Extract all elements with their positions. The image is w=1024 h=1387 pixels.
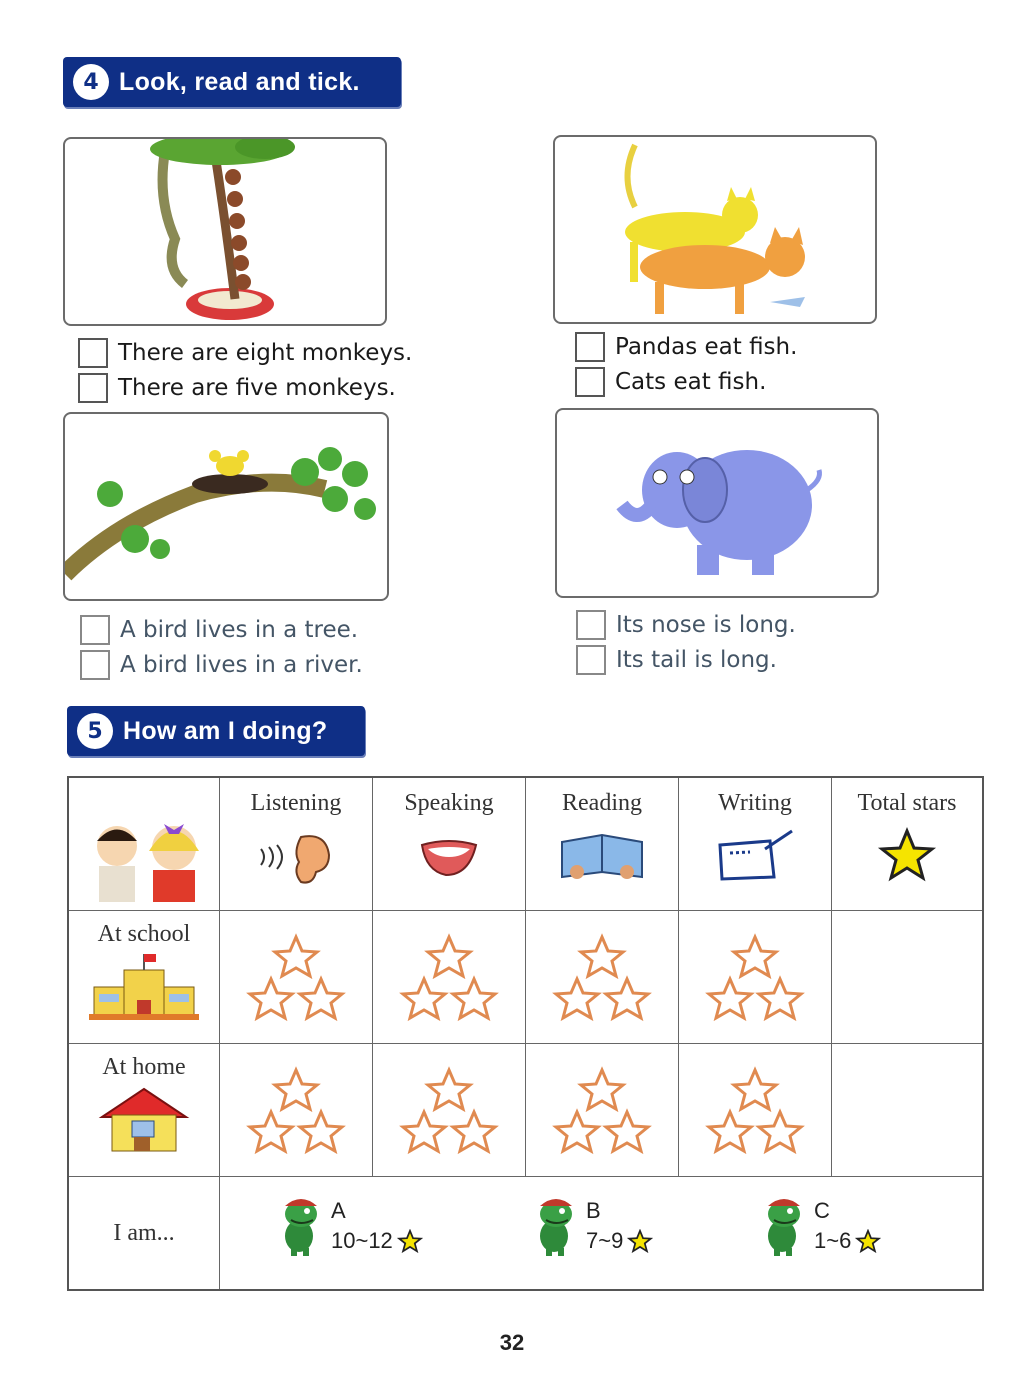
dinosaur-icon — [760, 1196, 808, 1256]
bird-branch-picture — [63, 412, 389, 601]
total-home[interactable] — [832, 1044, 984, 1177]
checkbox[interactable] — [78, 338, 108, 368]
stars-home-speaking[interactable] — [373, 1044, 526, 1177]
level-letter: C — [814, 1198, 830, 1223]
checkbox[interactable] — [576, 645, 606, 675]
row-at-school — [68, 911, 220, 1044]
section-number: 5 — [77, 713, 113, 749]
column-header: Speaking — [404, 790, 494, 816]
rating-stars[interactable] — [399, 933, 499, 1023]
column-header: Reading — [562, 790, 642, 816]
column-total-stars — [832, 777, 984, 911]
level-c[interactable] — [760, 1196, 881, 1256]
checkbox[interactable] — [80, 615, 110, 645]
option-label: Cats eat fish. — [615, 369, 767, 395]
level-b[interactable] — [532, 1196, 653, 1256]
option-nose-long[interactable] — [576, 610, 796, 640]
cats-picture — [553, 135, 877, 324]
row-header: At school — [97, 921, 191, 947]
checkbox[interactable] — [576, 610, 606, 640]
dinosaur-icon — [277, 1196, 325, 1256]
stars-home-listening[interactable] — [220, 1044, 373, 1177]
column-header: Listening — [250, 790, 342, 816]
house-icon — [94, 1085, 194, 1155]
column-speaking — [373, 777, 526, 911]
checkbox[interactable] — [575, 367, 605, 397]
option-tail-long[interactable] — [576, 645, 777, 675]
option-label: A bird lives in a river. — [120, 652, 363, 678]
option-label: Its tail is long. — [616, 647, 777, 673]
section-5-header — [67, 706, 365, 756]
book-icon — [557, 827, 647, 887]
stars-school-listening[interactable] — [220, 911, 373, 1044]
rating-stars[interactable] — [246, 1066, 346, 1156]
option-label: Pandas eat fish. — [615, 334, 798, 360]
stars-home-reading[interactable] — [526, 1044, 679, 1177]
rating-stars[interactable] — [705, 1066, 805, 1156]
row-header: At home — [102, 1054, 186, 1080]
rating-stars[interactable] — [552, 1066, 652, 1156]
column-listening — [220, 777, 373, 911]
option-label: A bird lives in a tree. — [120, 617, 359, 643]
section-title: Look, read and tick. — [119, 67, 360, 96]
level-range: 1~6 — [814, 1228, 852, 1253]
dinosaur-icon — [532, 1196, 580, 1256]
level-letter: A — [331, 1198, 346, 1223]
section-title: How am I doing? — [123, 716, 328, 745]
rating-stars[interactable] — [246, 933, 346, 1023]
children-picture — [79, 806, 209, 906]
mouth-icon — [414, 827, 484, 887]
stars-school-speaking[interactable] — [373, 911, 526, 1044]
option-label: There are eight monkeys. — [118, 340, 413, 366]
stars-home-writing[interactable] — [679, 1044, 832, 1177]
option-label: Its nose is long. — [616, 612, 796, 638]
total-school[interactable] — [832, 911, 984, 1044]
level-letter: B — [586, 1198, 601, 1223]
level-a[interactable] — [277, 1196, 423, 1256]
level-range: 10~12 — [331, 1228, 393, 1253]
option-cats-eat-fish[interactable] — [575, 367, 766, 397]
section-4-header — [63, 57, 401, 107]
elephant-picture — [555, 408, 879, 598]
star-icon — [877, 827, 937, 882]
row-at-home — [68, 1044, 220, 1177]
row-header: I am... — [113, 1219, 175, 1246]
row-i-am — [68, 1177, 220, 1291]
monkeys-tree-picture — [63, 137, 387, 326]
option-label: There are five monkeys. — [118, 375, 396, 401]
star-icon — [627, 1229, 653, 1253]
checkbox[interactable] — [575, 332, 605, 362]
option-pandas-eat-fish[interactable] — [575, 332, 797, 362]
column-header: Total stars — [857, 790, 957, 816]
option-bird-river[interactable] — [80, 650, 363, 680]
writing-icon — [710, 827, 800, 887]
school-icon — [89, 952, 199, 1022]
option-bird-tree[interactable] — [80, 615, 358, 645]
column-reading — [526, 777, 679, 911]
column-writing — [679, 777, 832, 911]
stars-school-reading[interactable] — [526, 911, 679, 1044]
children-cell — [68, 777, 220, 911]
option-eight-monkeys[interactable] — [78, 338, 412, 368]
rating-stars[interactable] — [552, 933, 652, 1023]
checkbox[interactable] — [80, 650, 110, 680]
rating-stars[interactable] — [399, 1066, 499, 1156]
option-five-monkeys[interactable] — [78, 373, 396, 403]
star-icon — [855, 1229, 881, 1253]
rating-stars[interactable] — [705, 933, 805, 1023]
stars-school-writing[interactable] — [679, 911, 832, 1044]
column-header: Writing — [718, 790, 792, 816]
section-number: 4 — [73, 64, 109, 100]
checkbox[interactable] — [78, 373, 108, 403]
page-number: 32 — [499, 1330, 525, 1355]
level-range: 7~9 — [586, 1228, 624, 1253]
ear-icon — [251, 827, 341, 887]
star-icon — [397, 1229, 423, 1253]
